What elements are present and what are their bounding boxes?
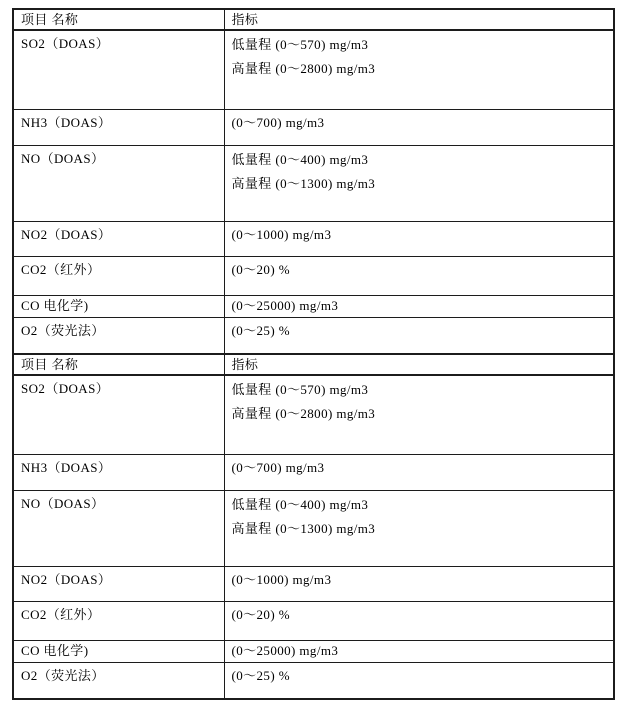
header-cell-project-name: 项目 名称 <box>13 354 224 375</box>
table-row-co2 <box>13 601 614 640</box>
cell-indicator <box>224 490 614 566</box>
cell-indicator <box>224 256 614 295</box>
indicator-line: (0～1000) mg/m3 <box>231 571 332 587</box>
indicator-line: (0～25) % <box>231 667 290 683</box>
cell-indicator <box>224 30 614 109</box>
cell-item-name: SO2（DOAS） <box>13 30 224 109</box>
cell-item-name: SO2（DOAS） <box>13 375 224 454</box>
table-row-no <box>13 490 614 566</box>
indicator-line: 高量程 (0～1300) mg/m3 <box>231 520 376 536</box>
indicator-line: (0～700) mg/m3 <box>231 459 325 475</box>
table-row-no2 <box>13 566 614 601</box>
cell-indicator <box>224 375 614 454</box>
cell-indicator <box>224 295 614 317</box>
cell-item-name: CO 电化学) <box>13 295 224 317</box>
cell-item-name: NO2（DOAS） <box>13 566 224 601</box>
indicator-line: (0～25000) mg/m3 <box>231 642 339 658</box>
cell-indicator <box>224 109 614 145</box>
cell-item-name: CO 电化学) <box>13 640 224 662</box>
header-cell-project-name: 项目 名称 <box>13 9 224 30</box>
cell-item-name: CO2（红外） <box>13 601 224 640</box>
indicator-line: (0～700) mg/m3 <box>231 114 325 130</box>
cell-indicator <box>224 601 614 640</box>
table-row-nh3 <box>13 109 614 145</box>
cell-indicator <box>224 566 614 601</box>
cell-item-name: NH3（DOAS） <box>13 109 224 145</box>
table-row-co2 <box>13 256 614 295</box>
table-row-o2 <box>13 317 614 354</box>
indicator-line: 低量程 (0～570) mg/m3 <box>231 382 369 397</box>
indicator-line: 低量程 (0～570) mg/m3 <box>231 37 369 52</box>
cell-indicator <box>224 145 614 221</box>
indicator-line: 高量程 (0～1300) mg/m3 <box>231 175 376 191</box>
table-row-so2 <box>13 375 614 454</box>
cell-item-name: O2（荧光法） <box>13 317 224 354</box>
indicator-line: 高量程 (0～2800) mg/m3 <box>231 61 376 76</box>
cell-item-name: NO（DOAS） <box>13 490 224 566</box>
indicator-line: (0～1000) mg/m3 <box>231 226 332 242</box>
header-cell-indicator: 指标 <box>224 354 614 375</box>
indicator-line: 低量程 (0～400) mg/m3 <box>231 151 369 167</box>
table-row-no2 <box>13 221 614 256</box>
indicator-line: 低量程 (0～400) mg/m3 <box>231 496 369 512</box>
table-header-row <box>13 354 614 375</box>
gas-spec-table <box>12 8 615 700</box>
cell-item-name: O2（荧光法） <box>13 662 224 699</box>
cell-item-name: NO2（DOAS） <box>13 221 224 256</box>
cell-indicator <box>224 221 614 256</box>
table-row-co <box>13 640 614 662</box>
cell-item-name: NO（DOAS） <box>13 145 224 221</box>
indicator-line: (0～20) % <box>231 261 290 277</box>
indicator-line: (0～25) % <box>231 322 290 338</box>
table-row-o2 <box>13 662 614 699</box>
cell-indicator <box>224 317 614 354</box>
cell-indicator <box>224 640 614 662</box>
cell-indicator <box>224 662 614 699</box>
table-row-nh3 <box>13 454 614 490</box>
indicator-line: (0～20) % <box>231 606 290 622</box>
table-row-co <box>13 295 614 317</box>
table-row-so2 <box>13 30 614 109</box>
cell-item-name: CO2（红外） <box>13 256 224 295</box>
indicator-line: 高量程 (0～2800) mg/m3 <box>231 406 376 421</box>
table-header-row <box>13 9 614 30</box>
header-cell-indicator: 指标 <box>224 9 614 30</box>
indicator-line: (0～25000) mg/m3 <box>231 297 339 313</box>
cell-indicator <box>224 454 614 490</box>
cell-item-name: NH3（DOAS） <box>13 454 224 490</box>
table-row-no <box>13 145 614 221</box>
